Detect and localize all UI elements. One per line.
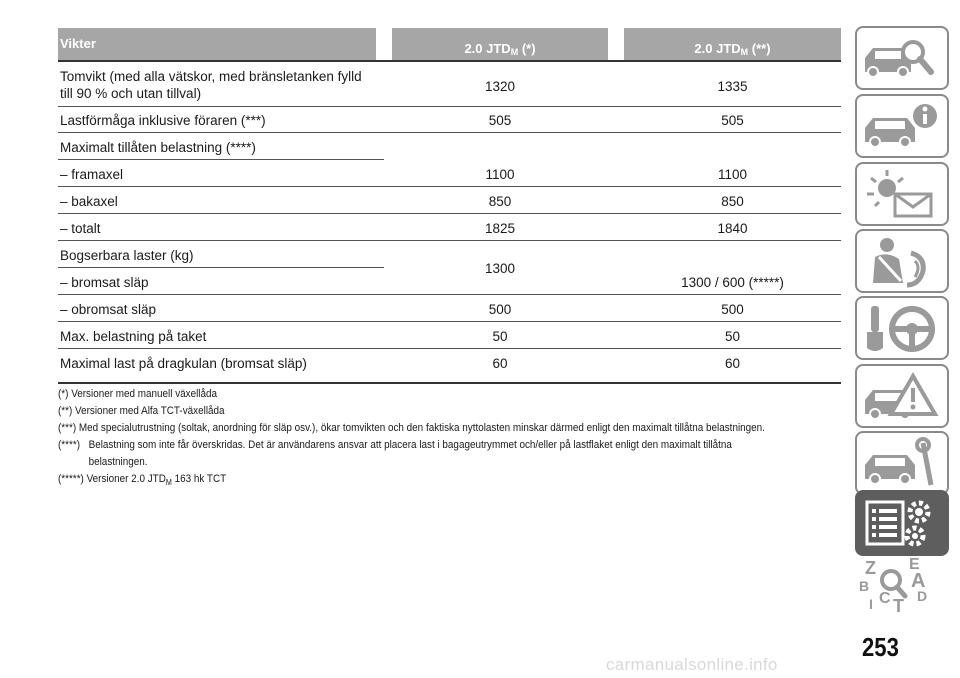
- row-label: – totalt: [60, 221, 101, 236]
- index-letter: Z: [865, 558, 876, 578]
- row-label: Tomvikt (med alla vätskor, med bränsletanken fylld: [60, 69, 362, 84]
- row-value-col1: 60: [492, 356, 508, 371]
- row-label: – bromsat släp: [60, 275, 149, 290]
- row-value-col2: 1335: [717, 79, 748, 94]
- footnote: (***) Med specialutrustning (soltak, anordning för släp osv.), ökar tomvikten och den faktiska nyttolasten minskar därmed enligt den maximalt tillåtna belastningen.: [58, 422, 765, 434]
- footnote: (*****) Versioner 2.0 $JTD_M$ 163 hk TCT: [58, 473, 227, 488]
- row-label: – bakaxel: [60, 194, 118, 209]
- key-steering-wheel-icon: [857, 298, 947, 358]
- index-letter: E: [909, 556, 920, 573]
- row-value-col2: 1840: [717, 221, 748, 236]
- row-label: – obromsat släp: [60, 302, 157, 317]
- tab-warning-lights[interactable]: [855, 162, 949, 226]
- tab-safety[interactable]: [855, 229, 949, 293]
- row-divider: [58, 240, 841, 241]
- table-row: [58, 66, 841, 106]
- magnifier-icon: [855, 556, 945, 620]
- row-divider: [58, 159, 384, 160]
- specs-list-gear-icon: [857, 492, 947, 554]
- row-value-col1: 1825: [484, 221, 516, 236]
- row-divider: [58, 132, 841, 133]
- alphabet-index-icon: [855, 556, 945, 620]
- warning-light-envelope-icon: [857, 164, 947, 224]
- row-divider: [58, 267, 384, 268]
- index-letter: D: [917, 588, 928, 604]
- row-label: till 90 % och utan tillval): [60, 86, 202, 101]
- row-label: Maximal last på dragkulan (bromsat släp): [60, 356, 307, 371]
- page-number: 253: [862, 632, 899, 662]
- car-info-icon: [857, 96, 947, 156]
- footnote: (*) Versioner med manuell växellåda: [58, 388, 218, 400]
- car-breakdown-icon: [857, 366, 947, 426]
- table-header: [58, 28, 841, 60]
- tab-emergency[interactable]: [855, 364, 949, 428]
- row-divider: [58, 186, 841, 187]
- index-letter: A: [911, 570, 926, 592]
- tab-technical-data[interactable]: [855, 490, 949, 556]
- row-label: Lastförmåga inklusive föraren (***): [60, 113, 266, 128]
- tab-car-search[interactable]: [855, 26, 949, 90]
- car-maintenance-icon: [857, 433, 947, 493]
- row-divider: [58, 294, 841, 295]
- tab-car-info[interactable]: [855, 94, 949, 158]
- row-value-col2: 500: [721, 302, 744, 317]
- row-value-col2: 50: [724, 329, 741, 344]
- tab-starting-driving[interactable]: [855, 296, 949, 360]
- row-value-col1: 505: [488, 113, 512, 128]
- row-divider: [58, 106, 841, 107]
- row-value-col1: 1300: [484, 261, 516, 276]
- weights-table: [58, 28, 841, 371]
- row-value-col2: 505: [721, 113, 744, 128]
- row-divider: [58, 348, 841, 349]
- row-value-col1: 1320: [484, 79, 516, 94]
- footnote: (****) Belastning som inte får överskridas. Det är användarens ansvar att placera last i bagageutrymmet och/eller på lastflaket enligt den maximalt tillåtna belastningen.: [58, 439, 732, 468]
- row-value-col2: 1100: [717, 167, 748, 182]
- row-value-col1: 1100: [485, 167, 515, 182]
- index-letter: T: [893, 596, 904, 616]
- row-label: Max. belastning på taket: [60, 329, 207, 344]
- seatbelt-airbag-icon: [857, 231, 947, 291]
- header-vikter: Vikter: [58, 28, 376, 60]
- footnote: (**) Versioner med Alfa TCT-växellåda: [58, 405, 225, 417]
- row-value-col1: 50: [492, 329, 508, 344]
- row-value-col2: 1300 / 600 (*****): [681, 275, 784, 290]
- row-value-col2: 60: [724, 356, 741, 371]
- table-bottom-rule: [58, 382, 841, 384]
- index-letter: C: [879, 590, 891, 607]
- index-letter: B: [859, 578, 870, 594]
- car-search-icon: [857, 28, 947, 88]
- header-col1: 2.0 $JTD_M$ (*): [392, 28, 608, 60]
- tab-maintenance[interactable]: [855, 431, 949, 495]
- row-value-col1: 850: [488, 194, 512, 209]
- index-letter: I: [869, 596, 873, 612]
- header-rule: [58, 60, 841, 62]
- watermark: carmanualsonline.info: [606, 655, 778, 674]
- row-value-col1: 500: [488, 302, 512, 317]
- header-col2: 2.0 $JTD_M$ (**): [624, 28, 841, 60]
- tab-index[interactable]: [855, 556, 949, 620]
- row-label: Bogserbara laster (kg): [60, 248, 194, 263]
- row-label: Maximalt tillåten belastning (****): [60, 140, 256, 155]
- row-divider: [58, 321, 841, 322]
- row-value-col2: 850: [721, 194, 744, 209]
- footnotes: [58, 386, 769, 491]
- row-divider: [58, 213, 841, 214]
- row-label: – framaxel: [60, 167, 124, 182]
